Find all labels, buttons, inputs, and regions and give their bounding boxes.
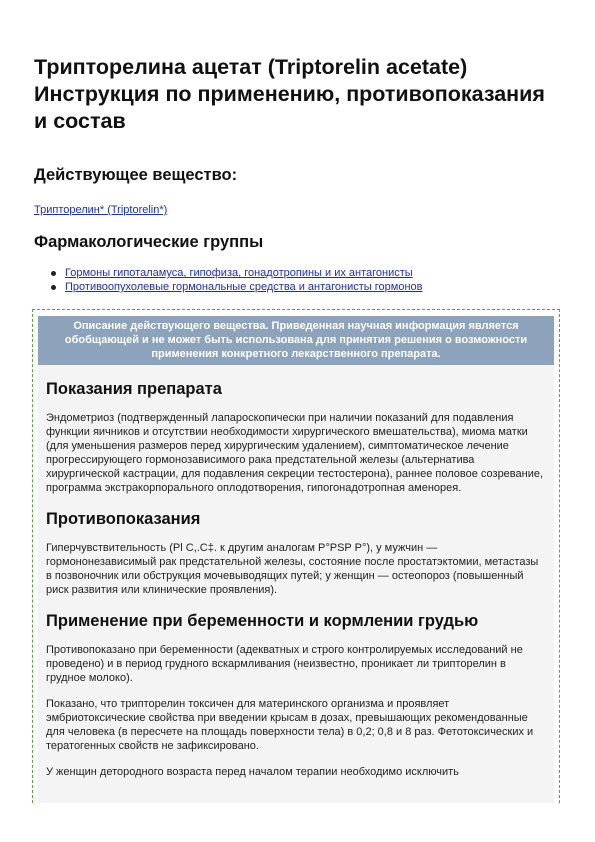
indications-title: Показания препарата: [46, 380, 222, 398]
pharm-group-link[interactable]: Гормоны гипоталамуса, гипофиза, гонадотропины и их антагонисты: [65, 267, 413, 279]
pregnancy-title: Применение при беременности и кормлении грудью: [46, 612, 479, 630]
pharm-groups-heading: Фармакологические группы: [34, 233, 264, 251]
indications-text: Эндометриоз (подтвержденный лапароскопически при наличии показаний для подавления функции яичников и отсутствии необходимости хирургического вмешательства), миома матки (для уменьшения размеров перед хирургическим удалением), симптоматическое лечение прогрессирующего гормонозависимого рака предстательной железы (альтернатива хирургической кастрации, для подавления секреции тестостерона), раннее половое созревание, программа экстракорпорального оплодотворения, гипогонадотропная аменорея.: [46, 412, 544, 494]
active-substance-link[interactable]: Трипторелин* (Triptorelin*): [34, 204, 168, 216]
contraindications-text: Гиперчувствительность (Pl C,.C‡. к другим аналогам Р°PSP Р°), у мужчин — гормононезависимый рак предстательной железы, состояние после простатэктомии, метастазы в позвоночник или обструкция мочевыводящих путей; у женщин — остеопороз (повышенный риск развития или клинические проявления).: [46, 542, 539, 596]
disclaimer-notice: Описание действующего вещества. Приведенная научная информация является обобщающей и не может быть использована для принятия решения о возможности применения конкретного лекарственного препарата.: [38, 316, 554, 365]
pharm-group-link[interactable]: Противоопухолевые гормональные средства и антагонисты гормонов: [65, 281, 423, 293]
pregnancy-text: У женщин детородного возраста перед началом терапии необходимо исключить: [46, 766, 459, 778]
pharm-group-item: [48, 266, 423, 280]
page-title: Трипторелина ацетат (Triptorelin acetate) Инструкция по применению, противопоказания и состав: [34, 55, 545, 133]
description-content: [38, 365, 554, 803]
pregnancy-text: Противопоказано при беременности (адекватных и строго контролируемых исследований не проведено) и в период грудного вскармливания (неизвестно, проникает ли трипторелин в грудное молоко).: [46, 644, 523, 684]
contraindications-title: Противопоказания: [46, 510, 201, 528]
substance-description-box: [32, 309, 560, 803]
pharm-group-item: [48, 280, 423, 294]
pregnancy-text: Показано, что трипторелин токсичен для материнского организма и проявляет эмбриотоксические свойства при введении крысам в дозах, превышающих рекомендованные для человека (в пересчете на площадь поверхности тела) в 0,2; 0,8 и 8 раз. Фетотоксических и тератогенных свойств не зафиксировано.: [46, 698, 534, 752]
pharm-groups-list: [48, 266, 423, 294]
active-substance-heading: Действующее вещество:: [34, 166, 238, 184]
